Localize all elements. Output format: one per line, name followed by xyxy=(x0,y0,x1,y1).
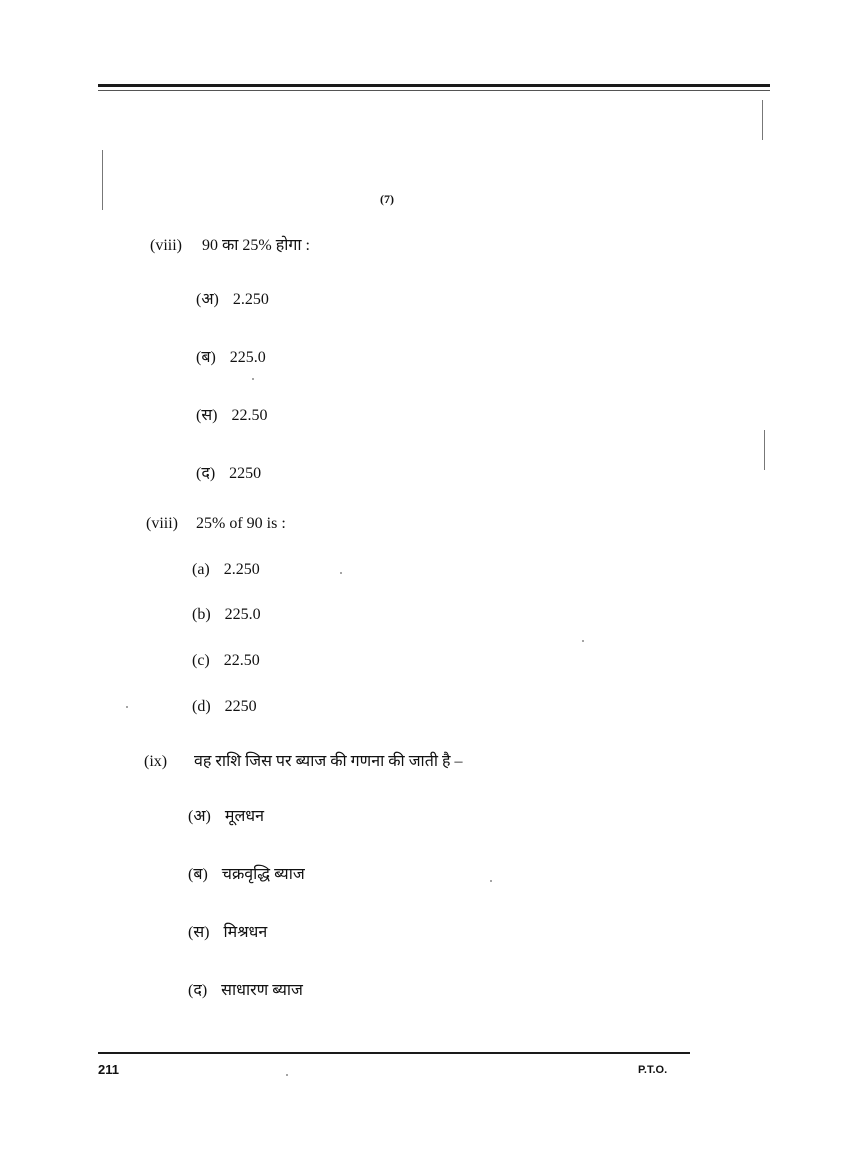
question-number: (viii) xyxy=(146,515,178,532)
question-viii-english xyxy=(146,515,286,533)
option-label: (c) xyxy=(192,652,210,669)
option-c xyxy=(188,920,267,942)
option-label: (b) xyxy=(192,606,211,623)
option-value: मूलधन xyxy=(224,808,265,825)
footer-code: 211 xyxy=(98,1062,119,1077)
option-c xyxy=(196,403,267,425)
option-a xyxy=(188,804,264,826)
scan-speck xyxy=(582,640,584,642)
question-ix xyxy=(144,749,462,771)
question-viii-hindi xyxy=(150,233,310,255)
option-value: साधारण ब्याज xyxy=(221,982,303,999)
question-text: 25% of 90 is : xyxy=(196,515,286,532)
option-a xyxy=(192,561,260,579)
option-d xyxy=(192,698,257,716)
option-value: 225.0 xyxy=(224,606,261,623)
option-label: (ब) xyxy=(188,866,208,883)
option-label: (स) xyxy=(188,924,210,941)
page-number: (7) xyxy=(380,192,394,206)
option-value: 2.250 xyxy=(223,561,260,578)
top-rule-thin xyxy=(98,90,770,91)
top-rule xyxy=(98,84,770,87)
option-b xyxy=(196,345,266,367)
option-value: 2250 xyxy=(224,698,257,715)
option-value: मिश्रधन xyxy=(223,924,268,941)
option-value: 2250 xyxy=(229,465,262,482)
option-b xyxy=(192,606,261,624)
option-value: 22.50 xyxy=(223,652,260,669)
option-label: (ब) xyxy=(196,349,216,366)
scan-speck xyxy=(252,378,254,380)
option-value: चक्रवृद्धि ब्याज xyxy=(221,866,305,883)
question-number: (viii) xyxy=(150,237,182,254)
option-label: (d) xyxy=(192,698,211,715)
option-label: (अ) xyxy=(188,808,211,825)
question-text: वह राशि जिस पर ब्याज की गणना की जाती है – xyxy=(194,753,463,770)
option-c xyxy=(192,652,260,670)
right-margin-mark xyxy=(764,430,765,470)
option-label: (द) xyxy=(188,982,208,999)
question-number: (ix) xyxy=(144,753,168,770)
left-margin-mark xyxy=(102,150,103,210)
bottom-rule xyxy=(98,1052,690,1054)
option-d xyxy=(188,978,303,1000)
option-label: (a) xyxy=(192,561,210,578)
option-a xyxy=(196,287,269,309)
right-margin-mark xyxy=(762,100,763,140)
option-d xyxy=(196,461,261,483)
option-value: 22.50 xyxy=(231,407,268,424)
option-label: (स) xyxy=(196,407,218,424)
option-value: 225.0 xyxy=(229,349,266,366)
option-value: 2.250 xyxy=(232,291,269,308)
scan-speck xyxy=(126,706,128,708)
scan-speck xyxy=(490,880,492,882)
question-text: 90 का 25% होगा : xyxy=(202,237,310,254)
footer-pto: P.T.O. xyxy=(638,1064,668,1076)
option-b xyxy=(188,862,305,884)
scan-speck xyxy=(340,572,342,574)
option-label: (द) xyxy=(196,465,216,482)
scan-speck xyxy=(286,1074,288,1076)
option-label: (अ) xyxy=(196,291,219,308)
